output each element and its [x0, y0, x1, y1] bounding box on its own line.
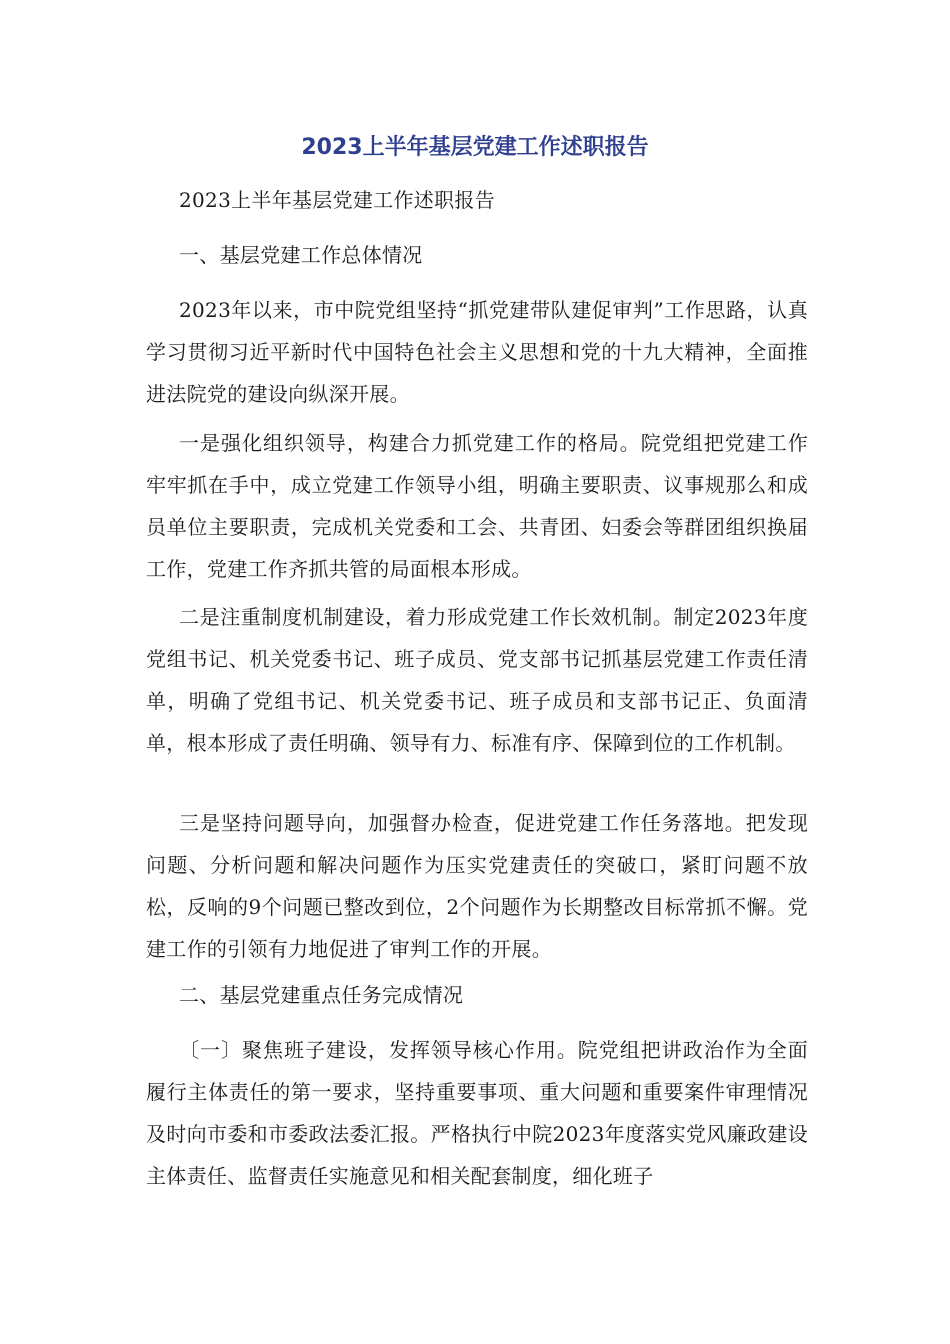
- paragraph-mechanism: 二是注重制度机制建设，着力形成党建工作长效机制。制定2023年度党组书记、机关党委书记、班子成员、党支部书记抓基层党建工作责任清单，明确了党组书记、机关党委书记、班子成员和支部书记正、负面清单，根本形成了责任明确、领导有力、标准有序、保障到位的工作机制。: [146, 605, 808, 755]
- section-heading-2: 二、基层党建重点任务完成情况: [179, 983, 464, 1007]
- paragraph-problem-oriented: 三是坚持问题导向，加强督办检查，促进党建工作任务落地。把发现问题、分析问题和解决问题作为压实党建责任的突破口，紧盯问题不放松，反响的9个问题已整改到位，2个问题作为长期整改目标常抓不懈。党建工作的引领有力地促进了审判工作的开展。: [146, 811, 808, 961]
- document-title: 2023上半年基层党建工作述职报告: [301, 135, 649, 160]
- paragraph-leadership: 〔一〕聚焦班子建设，发挥领导核心作用。院党组把讲政治作为全面履行主体责任的第一要求，坚持重要事项、重大问题和重要案件审理情况及时向市委和市委政法委汇报。严格执行中院2023年度落实党风廉政建设主体责任、监督责任实施意见和相关配套制度，细化班子: [146, 1038, 808, 1188]
- paragraph-overview: 2023年以来，市中院党组坚持“抓党建带队建促审判”工作思路，认真学习贯彻习近平新时代中国特色社会主义思想和党的十九大精神，全面推进法院党的建设向纵深开展。: [146, 298, 808, 406]
- paragraph-organization: 一是强化组织领导，构建合力抓党建工作的格局。院党组把党建工作牢牢抓在手中，成立党建工作领导小组，明确主要职责、议事规那么和成员单位主要职责，完成机关党委和工会、共青团、妇委会等群团组织换届工作，党建工作齐抓共管的局面根本形成。: [146, 431, 808, 581]
- subtitle-paragraph: 2023上半年基层党建工作述职报告: [179, 188, 495, 212]
- section-heading-1: 一、基层党建工作总体情况: [179, 243, 423, 267]
